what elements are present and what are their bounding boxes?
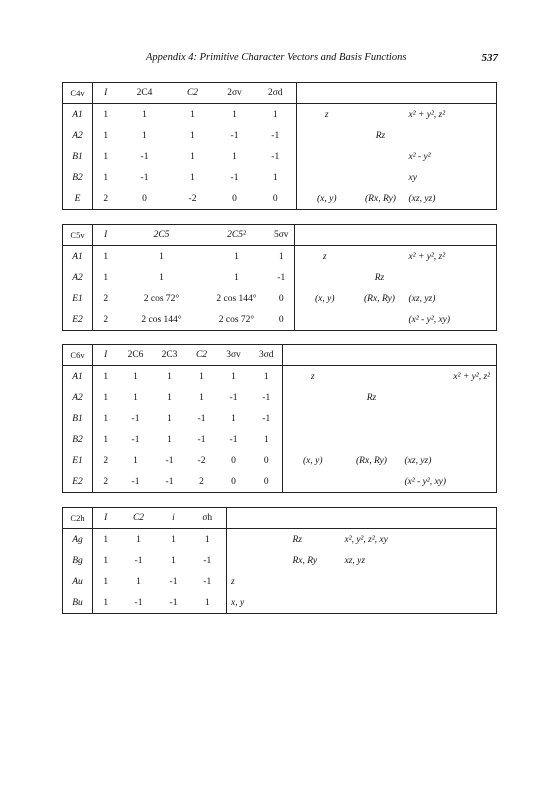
character: 0	[231, 476, 236, 487]
character: -2	[197, 455, 206, 466]
rotation-basis	[343, 408, 401, 429]
character: -1	[251, 408, 283, 429]
header-row	[63, 345, 497, 366]
irrep-label: E1	[63, 450, 93, 471]
quadratic-basis	[341, 592, 497, 614]
quadratic-basis: x² + y², z²	[408, 251, 446, 262]
character: 1	[199, 392, 204, 403]
character: 1	[167, 434, 172, 445]
character-table-c4v	[62, 82, 497, 210]
table-row	[63, 309, 497, 331]
character: 1	[190, 109, 195, 120]
irrep-label: Bg	[63, 550, 93, 571]
quadratic-basis: (x² - y², xy)	[408, 314, 451, 325]
character: -1	[230, 130, 239, 141]
group-symbol: C5v	[63, 225, 93, 246]
character: 1	[167, 371, 172, 382]
character: 1	[103, 151, 109, 162]
header-row	[63, 508, 497, 529]
irrep-label: Bu	[63, 592, 93, 614]
character: -1	[140, 172, 149, 183]
rotation-basis: Rz	[366, 392, 377, 403]
op-header: C2	[171, 83, 215, 104]
op-header: 2σd	[255, 83, 297, 104]
character: -1	[251, 387, 283, 408]
character: 1	[103, 109, 109, 120]
character: 1	[171, 555, 176, 566]
character-table-c2h	[62, 507, 497, 614]
character: 1	[234, 251, 239, 262]
quadratic-basis	[401, 387, 497, 408]
op-header: 3σd	[251, 345, 283, 366]
linear-basis	[283, 408, 343, 429]
character: 1	[159, 272, 164, 283]
character: 2 cos 72°	[218, 314, 255, 325]
table-row	[63, 450, 497, 471]
character: 1	[167, 413, 172, 424]
op-header: I	[93, 345, 119, 366]
op-header: 3σv	[217, 345, 251, 366]
character: 1	[103, 272, 109, 283]
quadratic-basis	[405, 125, 497, 146]
irrep-label: E1	[63, 288, 93, 309]
linear-basis: (x, y)	[316, 193, 337, 204]
table-row	[63, 387, 497, 408]
character: 2	[199, 476, 204, 487]
linear-basis	[283, 387, 343, 408]
irrep-label: E2	[63, 309, 93, 331]
character: 1	[234, 272, 239, 283]
op-header: 2C6	[119, 345, 153, 366]
op-header: i	[159, 508, 189, 529]
character: -1	[255, 146, 297, 167]
character: 1	[231, 371, 236, 382]
character: 1	[142, 109, 147, 120]
irrep-label: A1	[63, 104, 93, 126]
character: 1	[103, 392, 109, 403]
quadratic-basis: x², y², z², xy	[344, 534, 388, 545]
quadratic-basis	[401, 408, 497, 429]
character: 0	[269, 309, 295, 331]
character-table-c6v	[62, 344, 497, 493]
op-header: I	[93, 508, 119, 529]
quadratic-basis: x² - y²	[408, 151, 431, 162]
table-row	[63, 408, 497, 429]
op-header: C2	[119, 508, 159, 529]
table-row	[63, 288, 497, 309]
character: 2 cos 144°	[216, 293, 257, 304]
character: -1	[165, 455, 174, 466]
irrep-label: B2	[63, 429, 93, 450]
character: 1	[269, 246, 295, 268]
linear-basis	[283, 471, 343, 493]
character: -1	[229, 434, 238, 445]
header-row	[63, 225, 497, 246]
character: 1	[133, 392, 138, 403]
quadratic-basis: (x² - y², xy)	[404, 476, 447, 487]
rotation-basis: (Rx, Ry)	[356, 455, 387, 466]
rotation-basis	[357, 146, 405, 167]
rotation-basis	[343, 366, 401, 388]
character: 1	[190, 130, 195, 141]
page-header	[62, 52, 498, 68]
rotation-basis	[355, 246, 405, 268]
character: 0	[251, 450, 283, 471]
linear-basis: (x, y)	[302, 455, 323, 466]
character: 2	[103, 476, 109, 487]
character: 1	[103, 534, 109, 545]
character: 1	[231, 413, 236, 424]
character: 1	[167, 392, 172, 403]
table-row	[63, 188, 497, 210]
character: 0	[255, 188, 297, 210]
character: -1	[169, 597, 178, 608]
character: 1	[103, 413, 109, 424]
op-header: I	[93, 225, 119, 246]
character: 1	[190, 172, 195, 183]
op-header: 5σv	[269, 225, 295, 246]
character: -1	[255, 125, 297, 146]
linear-basis: z	[231, 576, 235, 587]
group-symbol: C4v	[63, 83, 93, 104]
quadratic-basis: x² + y², z²	[453, 371, 490, 382]
character: -1	[197, 413, 206, 424]
op-header: σh	[189, 508, 227, 529]
character: 1	[189, 592, 227, 614]
character: 1	[199, 371, 204, 382]
linear-basis	[283, 429, 343, 450]
character: -1	[134, 597, 143, 608]
rotation-basis	[357, 167, 405, 188]
table-row	[63, 366, 497, 388]
character: 1	[142, 130, 147, 141]
quadratic-basis: x² + y², z²	[408, 109, 446, 120]
rotation-basis	[289, 592, 341, 614]
linear-basis: z	[324, 109, 329, 120]
irrep-label: B1	[63, 408, 93, 429]
character: 2	[103, 193, 109, 204]
quadratic-basis: xy	[408, 172, 417, 183]
quadratic-basis: (xz, yz)	[408, 293, 436, 304]
rotation-basis: Rz	[375, 130, 386, 141]
linear-basis	[297, 125, 357, 146]
character: 2 cos 144°	[141, 314, 182, 325]
character: 0	[269, 288, 295, 309]
character: 1	[136, 534, 141, 545]
character: -1	[269, 267, 295, 288]
table-row	[63, 167, 497, 188]
table-row	[63, 571, 497, 592]
irrep-label: A2	[63, 267, 93, 288]
irrep-label: A1	[63, 366, 93, 388]
character: 1	[103, 434, 109, 445]
character: 0	[251, 471, 283, 493]
character: -1	[165, 476, 174, 487]
table-row	[63, 267, 497, 288]
character: 1	[232, 109, 237, 120]
linear-basis: x, y	[231, 597, 245, 608]
character: 0	[142, 193, 147, 204]
rotation-basis	[355, 309, 405, 331]
character: 0	[232, 193, 237, 204]
character: 1	[133, 371, 138, 382]
character: 1	[189, 529, 227, 551]
linear-basis	[227, 550, 289, 571]
quadratic-basis	[341, 571, 497, 592]
character: 1	[232, 151, 237, 162]
linear-basis	[295, 267, 355, 288]
rotation-basis: Rz	[292, 534, 302, 545]
character: 1	[159, 251, 164, 262]
quadratic-basis	[401, 429, 497, 450]
irrep-label: Ag	[63, 529, 93, 551]
linear-basis: z	[322, 251, 327, 262]
rotation-basis	[357, 104, 405, 126]
table-row	[63, 429, 497, 450]
rotation-basis: Rz	[374, 272, 385, 283]
running-title: Appendix 4: Primitive Character Vectors and Basis Functions	[146, 52, 407, 63]
character: 2 cos 72°	[143, 293, 180, 304]
character: 2	[103, 314, 109, 325]
irrep-label: E	[63, 188, 93, 210]
linear-basis	[297, 167, 357, 188]
table-row	[63, 125, 497, 146]
character: -1	[229, 392, 238, 403]
linear-basis	[297, 146, 357, 167]
table-row	[63, 146, 497, 167]
irrep-label: B1	[63, 146, 93, 167]
irrep-label: E2	[63, 471, 93, 493]
irrep-label: A2	[63, 387, 93, 408]
character: 1	[103, 576, 109, 587]
character: -1	[140, 151, 149, 162]
irrep-label: A2	[63, 125, 93, 146]
character: 1	[190, 151, 195, 162]
irrep-label: A1	[63, 246, 93, 268]
table-row	[63, 529, 497, 551]
op-header: 2C5	[119, 225, 205, 246]
character: 2	[103, 293, 109, 304]
table-row	[63, 104, 497, 126]
op-header: 2C4	[119, 83, 171, 104]
character: 1	[103, 371, 109, 382]
irrep-label: B2	[63, 167, 93, 188]
character: 1	[103, 555, 109, 566]
character: 1	[103, 251, 109, 262]
rotation-basis: (Rx, Ry)	[365, 193, 396, 204]
op-header: C2	[187, 345, 217, 366]
rotation-basis: (Rx, Ry)	[364, 293, 395, 304]
character: 0	[231, 455, 236, 466]
linear-basis	[295, 309, 355, 331]
header-row	[63, 83, 497, 104]
character: -1	[131, 434, 140, 445]
group-symbol: C6v	[63, 345, 93, 366]
quadratic-basis: (xz, yz)	[404, 455, 432, 466]
character: -1	[134, 555, 143, 566]
rotation-basis	[289, 571, 341, 592]
table-row	[63, 550, 497, 571]
linear-basis	[227, 529, 289, 551]
op-header: 2C5²	[205, 225, 269, 246]
character: 1	[171, 534, 176, 545]
character: -2	[188, 193, 197, 204]
linear-basis: z	[310, 371, 315, 382]
page-number: 537	[481, 52, 498, 64]
character: -1	[230, 172, 239, 183]
character: 1	[136, 576, 141, 587]
character: -1	[189, 550, 227, 571]
character: 1	[251, 429, 283, 450]
irrep-label: Au	[63, 571, 93, 592]
character: 1	[255, 167, 297, 188]
character: 1	[251, 366, 283, 388]
character: -1	[197, 434, 206, 445]
character: 1	[255, 104, 297, 126]
character: 1	[133, 455, 138, 466]
character: -1	[131, 413, 140, 424]
character: -1	[169, 576, 178, 587]
op-header: I	[93, 83, 119, 104]
op-header: 2C3	[153, 345, 187, 366]
quadratic-basis: xz, yz	[344, 555, 366, 566]
quadratic-basis: (xz, yz)	[408, 193, 436, 204]
table-row	[63, 246, 497, 268]
linear-basis: (x, y)	[314, 293, 335, 304]
rotation-basis: Rx, Ry	[292, 555, 318, 566]
character: 1	[103, 597, 109, 608]
op-header: 2σv	[215, 83, 255, 104]
character: -1	[189, 571, 227, 592]
table-row	[63, 471, 497, 493]
group-symbol: C2h	[63, 508, 93, 529]
rotation-basis	[343, 471, 401, 493]
table-row	[63, 592, 497, 614]
character: 2	[103, 455, 109, 466]
character: 1	[103, 130, 109, 141]
quadratic-basis	[405, 267, 497, 288]
character: 1	[103, 172, 109, 183]
character: -1	[131, 476, 140, 487]
rotation-basis	[343, 429, 401, 450]
character-table-c5v	[62, 224, 497, 331]
